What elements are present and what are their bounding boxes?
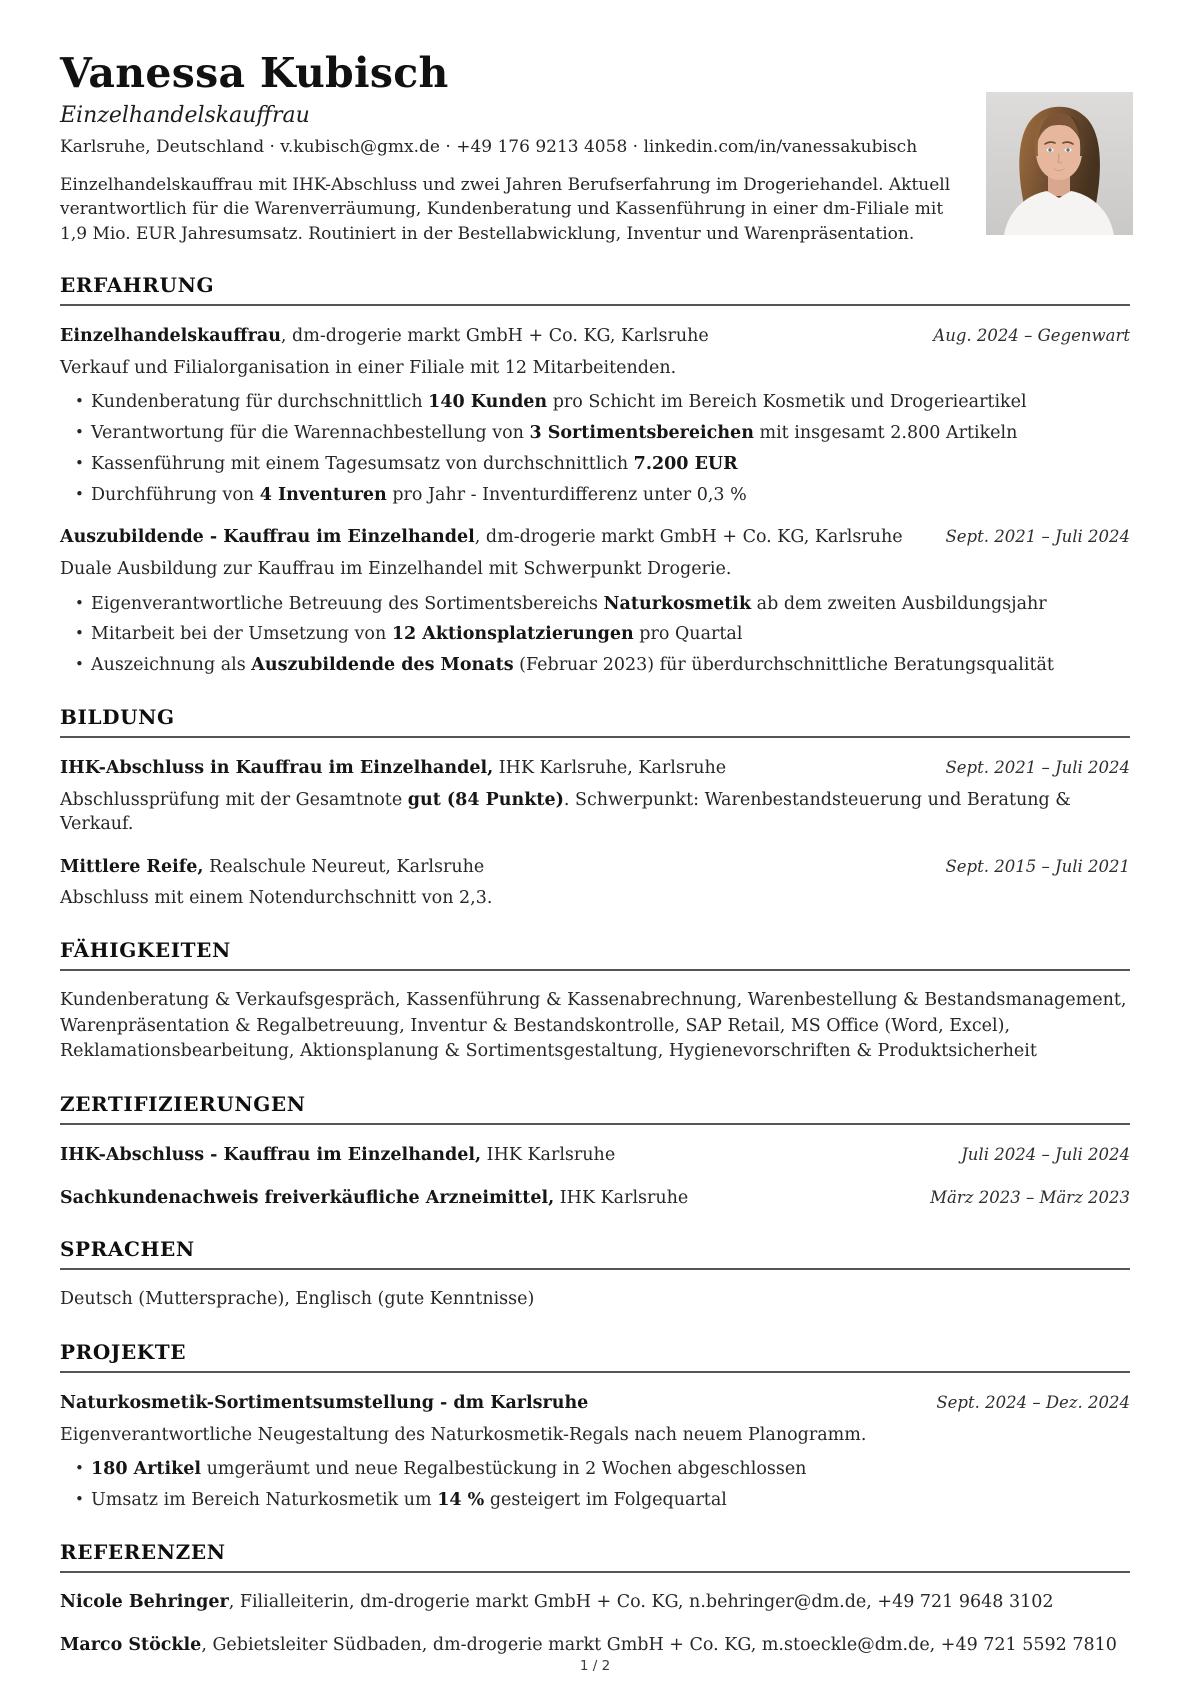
entry-header (60, 856, 1130, 880)
entry-date: Sept. 2021 – Juli 2024 (945, 758, 1130, 778)
section-title: SPRACHEN (60, 1237, 195, 1262)
entry-date: Juli 2024 – Juli 2024 (961, 1145, 1130, 1164)
entry-header (60, 1392, 1130, 1416)
bullet-item (60, 1457, 1130, 1482)
profile-photo (986, 92, 1133, 235)
bullet-item (60, 592, 1130, 617)
entry (60, 526, 1130, 678)
entry-description: Verkauf und Filialorganisation in einer Filiale mit 12 Mitarbeitenden. (60, 357, 677, 378)
paragraph: Deutsch (Muttersprache), Englisch (gute Kenntnisse) (60, 1289, 535, 1310)
bullet-dot-icon: • (75, 655, 84, 674)
paragraph: Marco Stöckle, Gebietsleiter Südbaden, dm-drogerie markt GmbH + Co. KG, m.stoeckle@dm.de, +49 721 5592 7810 (60, 1634, 1117, 1655)
entry-header (60, 526, 1130, 550)
section-zertifizierungen (60, 1092, 1130, 1210)
section-title: REFERENZEN (60, 1539, 226, 1564)
entry-date: März 2023 – März 2023 (930, 1187, 1130, 1207)
portrait-illustration (986, 92, 1133, 235)
paragraph: Kundenberatung & Verkaufsgespräch, Kassenführung & Kassenabrechnung, Warenbestellung & Bestandsmanagement, Warenpräsentation & Regalbetreuung, Inventur & Bestandskontrolle, SAP Retail, MS Office (Word, Excel), Reklamationsbearbeitung, Aktionsplanung & Sortimentsgestaltung, Hygienevorschriften & Produktsicherheit (60, 989, 1127, 1062)
bullet-list (60, 1457, 1130, 1513)
entry-header (60, 325, 1130, 349)
bullet-item (60, 483, 1130, 508)
entry-date: Sept. 2024 – Dez. 2024 (936, 1392, 1130, 1412)
bullet-text: Durchführung von 4 Inventuren pro Jahr - Inventurdifferenz unter 0,3 % (91, 484, 747, 505)
summary-paragraph: Einzelhandelskauffrau mit IHK-Abschluss und zwei Jahren Berufserfahrung im Drogeriehandel. Aktuell verantwortlich für die Warenverräumung, Kundenberatung und Kassenführung in einer dm-Filiale mit 1,9 Mio. EUR Jahresumsatz. Routiniert in der Bestellabwicklung, Inventur und Warenpräsentation. (60, 175, 951, 244)
section-faehigkeiten (60, 938, 1130, 1065)
bullet-text: 180 Artikel umgeräumt und neue Regalbestückung in 2 Wochen abgeschlossen (91, 1459, 807, 1480)
entry-header (60, 1144, 1130, 1168)
bullet-list (60, 592, 1130, 679)
header-text-block (60, 49, 960, 246)
bullet-text: Mitarbeit bei der Umsetzung von 12 Aktionsplatzierungen pro Quartal (91, 624, 743, 645)
section-title: BILDUNG (60, 705, 175, 730)
bullet-dot-icon: • (75, 392, 84, 411)
bullet-text: Umsatz im Bereich Naturkosmetik um 14 % gesteigert im Folgequartal (91, 1489, 727, 1510)
section-title: PROJEKTE (60, 1339, 187, 1364)
entry (60, 1144, 1130, 1168)
bullet-dot-icon: • (75, 1489, 84, 1508)
section-bildung (60, 705, 1130, 911)
entry-header (60, 1187, 1130, 1211)
section-rule (60, 1268, 1130, 1270)
bullet-dot-icon: • (75, 422, 84, 441)
paragraph: Nicole Behringer, Filialleiterin, dm-drogerie markt GmbH + Co. KG, n.behringer@dm.de, +49 721 9648 3102 (60, 1591, 1054, 1612)
entry (60, 757, 1130, 837)
entry-heading: Mittlere Reife, Realschule Neureut, Karlsruhe (60, 856, 485, 877)
entry-date: Sept. 2021 – Juli 2024 (945, 527, 1130, 547)
entry-description: Abschluss mit einem Notendurchschnitt von 2,3. (60, 888, 493, 909)
bullet-list (60, 390, 1130, 507)
section-rule (60, 304, 1130, 306)
section-rule (60, 969, 1130, 971)
entry-heading: Naturkosmetik-Sortimentsumstellung - dm Karlsruhe (60, 1392, 589, 1413)
section-rule (60, 1123, 1130, 1125)
entry (60, 856, 1130, 911)
entry (60, 1187, 1130, 1211)
section-erfahrung (60, 273, 1130, 678)
section-rule (60, 736, 1130, 738)
section-rule (60, 1571, 1130, 1573)
entry-header (60, 757, 1130, 781)
header (60, 49, 1130, 246)
bullet-item (60, 390, 1130, 415)
section-title: ZERTIFIZIERUNGEN (60, 1092, 306, 1116)
bullet-text: Eigenverantwortliche Betreuung des Sortimentsbereichs Naturkosmetik ab dem zweiten Ausbildungsjahr (91, 593, 1047, 614)
contact-line: Karlsruhe, Deutschland · v.kubisch@gmx.de · +49 176 9213 4058 · linkedin.com/in/vanessakubisch (60, 137, 918, 158)
entry-heading: Sachkundenachweis freiverkäufliche Arzneimittel, IHK Karlsruhe (60, 1187, 689, 1208)
entry-heading: Einzelhandelskauffrau, dm-drogerie markt GmbH + Co. KG, Karlsruhe (60, 325, 709, 346)
bullet-text: Auszeichnung als Auszubildende des Monats (Februar 2023) für überdurchschnittliche Beratungsqualität (91, 655, 1054, 676)
bullet-text: Verantwortung für die Warennachbestellung von 3 Sortimentsbereichen mit insgesamt 2.800 Artikeln (91, 422, 1018, 443)
entry-date: Aug. 2024 – Gegenwart (933, 325, 1130, 345)
entry (60, 1392, 1130, 1513)
bullet-item (60, 653, 1130, 678)
entry-heading: Auszubildende - Kauffrau im Einzelhandel, dm-drogerie markt GmbH + Co. KG, Karlsruhe (60, 527, 903, 548)
bullet-item (60, 1488, 1130, 1513)
section-sprachen (60, 1237, 1130, 1313)
page-footer (60, 1658, 1130, 1678)
entry (60, 325, 1130, 508)
job-title: Einzelhandelskauffrau (60, 103, 310, 129)
bullet-text: Kassenführung mit einem Tagesumsatz von durchschnittlich 7.200 EUR (91, 453, 738, 474)
bullet-dot-icon: • (75, 624, 84, 643)
entry-description: Eigenverantwortliche Neugestaltung des Naturkosmetik-Regals nach neuem Planogramm. (60, 1424, 867, 1445)
bullet-dot-icon: • (75, 484, 84, 503)
section-title: ERFAHRUNG (60, 272, 215, 297)
entry-heading: IHK-Abschluss - Kauffrau im Einzelhandel, IHK Karlsruhe (60, 1145, 616, 1165)
section-title: FÄHIGKEITEN (60, 937, 231, 962)
bullet-item (60, 622, 1130, 647)
section-rule (60, 1371, 1130, 1373)
bullet-dot-icon: • (75, 1459, 84, 1478)
entry-description: Abschlussprüfung mit der Gesamtnote gut (84 Punkte). Schwerpunkt: Warenbestandsteuerung und Beratung & Verkauf. (60, 789, 1071, 835)
entry-heading: IHK-Abschluss in Kauffrau im Einzelhandel, IHK Karlsruhe, Karlsruhe (60, 758, 727, 779)
section-projekte (60, 1340, 1130, 1513)
entry-description: Duale Ausbildung zur Kauffrau im Einzelhandel mit Schwerpunkt Drogerie. (60, 559, 732, 580)
section-referenzen (60, 1540, 1130, 1658)
bullet-text: Kundenberatung für durchschnittlich 140 Kunden pro Schicht im Bereich Kosmetik und Drogerieartikel (91, 392, 1027, 413)
entry-date: Sept. 2015 – Juli 2021 (945, 856, 1130, 876)
bullet-item (60, 421, 1130, 446)
person-name: Vanessa Kubisch (60, 49, 449, 97)
page-indicator: 1 / 2 (579, 1658, 611, 1675)
bullet-dot-icon: • (75, 453, 84, 472)
bullet-dot-icon: • (75, 593, 84, 612)
sections (60, 246, 1130, 1658)
bullet-item (60, 452, 1130, 477)
